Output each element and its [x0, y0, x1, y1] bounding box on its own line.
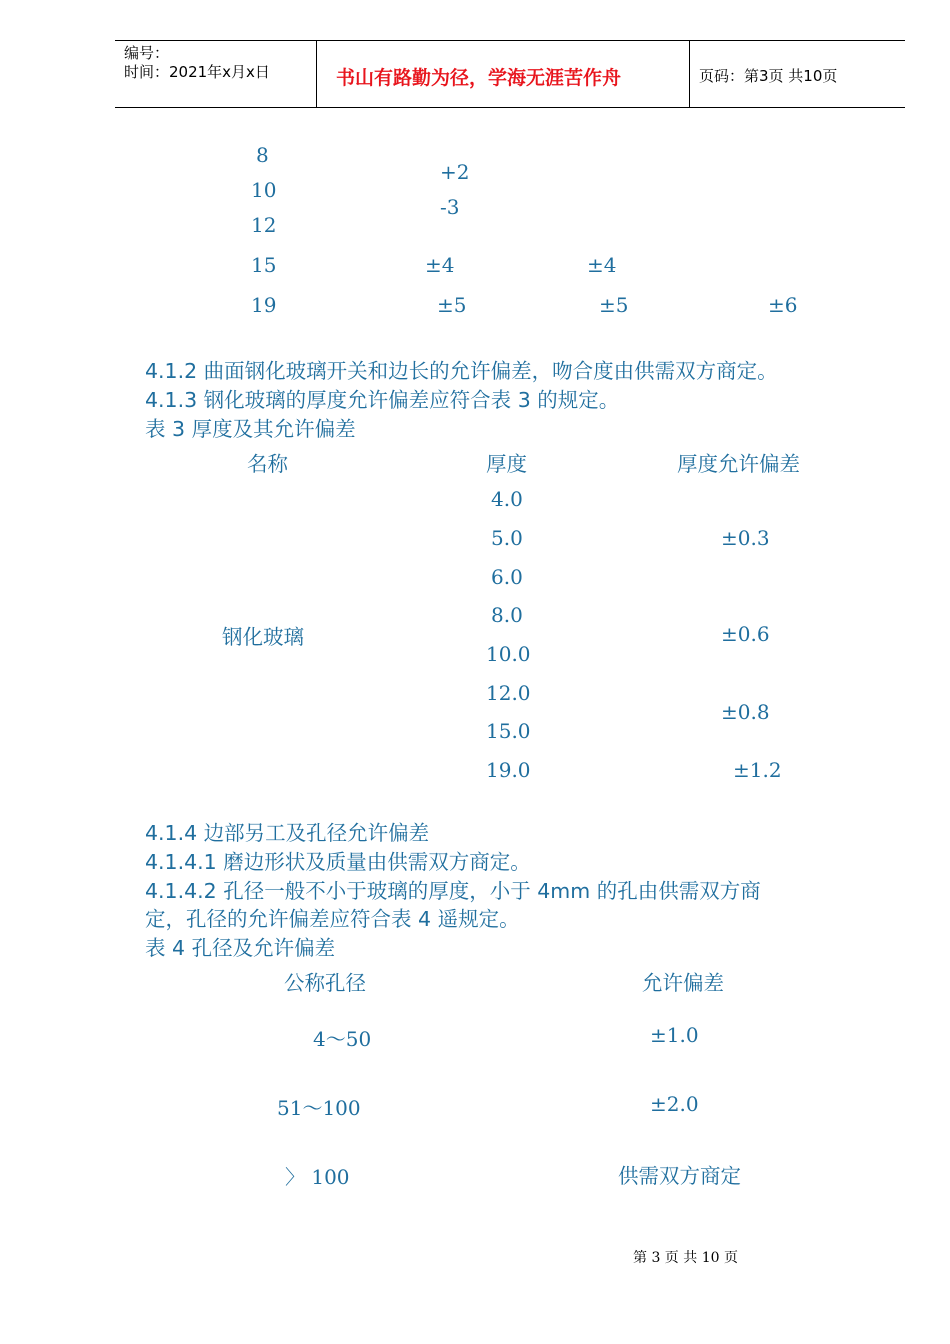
table-3-thickness: 10.0	[486, 642, 531, 666]
table-3-tolerance: ±0.3	[721, 526, 770, 550]
tolerance-minus: -3	[440, 195, 460, 219]
header-motto: 书山有路勤为径，学海无涯苦作舟	[336, 67, 622, 89]
table-4-header-tolerance: 允许偏差	[642, 971, 724, 995]
table-4-title: 表 4 孔径及允许偏差	[145, 936, 336, 960]
thickness-cell: 15	[251, 253, 277, 277]
table-4-header-diameter: 公称孔径	[284, 971, 366, 995]
paragraph-4-1-3: 4.1.3 钢化玻璃的厚度允许偏差应符合表 3 的规定。	[145, 388, 620, 412]
paragraph-4-1-2: 4.1.2 曲面钢化玻璃开关和边长的允许偏差，吻合度由供需双方商定。	[145, 359, 778, 383]
table-4-tolerance: 供需双方商定	[618, 1164, 741, 1188]
table-3-thickness: 8.0	[491, 603, 523, 627]
tolerance-cell: ±5	[599, 293, 629, 317]
table-3-thickness: 12.0	[486, 681, 531, 705]
table-3-title: 表 3 厚度及其允许偏差	[145, 417, 356, 441]
table-4-tolerance: ±2.0	[650, 1092, 699, 1116]
doc-number: 编号：	[124, 44, 170, 62]
table-3-thickness: 6.0	[491, 565, 523, 589]
thickness-cell: 8	[256, 143, 269, 167]
table-4-tolerance: ±1.0	[650, 1023, 699, 1047]
paragraph-4-1-4-1: 4.1.4.1 磨边形状及质量由供需双方商定。	[145, 850, 531, 874]
tolerance-cell: ±4	[587, 253, 617, 277]
table-3-header-thickness: 厚度	[486, 452, 527, 476]
table-3-thickness: 15.0	[486, 719, 531, 743]
doc-date: 时间：2021年x月x日	[124, 63, 270, 81]
tolerance-cell: ±6	[768, 293, 798, 317]
table-3-header-tolerance: 厚度允许偏差	[677, 452, 800, 476]
table-4-diameter: 51～100	[277, 1096, 361, 1120]
table-3-thickness: 19.0	[486, 758, 531, 782]
paragraph-4-1-4-2-line1: 4.1.4.2 孔径一般不小于玻璃的厚度，小于 4mm 的孔由供需双方商	[145, 879, 761, 903]
table-3-header-name: 名称	[247, 452, 288, 476]
page-info: 页码：第3页 共10页	[699, 67, 838, 85]
table-3-thickness: 5.0	[491, 526, 523, 550]
table-4-diameter: 〉 100	[285, 1165, 350, 1189]
header-top-rule	[115, 40, 905, 41]
thickness-cell: 12	[251, 213, 277, 237]
tolerance-cell: ±4	[425, 253, 455, 277]
table-3-tolerance: ±0.8	[721, 700, 770, 724]
tolerance-plus: +2	[440, 160, 470, 184]
table-3-product-name: 钢化玻璃	[222, 625, 304, 649]
table-3-tolerance: ±0.6	[721, 622, 770, 646]
thickness-cell: 10	[251, 178, 277, 202]
paragraph-4-1-4: 4.1.4 边部另工及孔径允许偏差	[145, 821, 430, 845]
table-3-tolerance: ±1.2	[733, 758, 782, 782]
table-3-thickness: 4.0	[491, 487, 523, 511]
header-divider-left	[316, 40, 317, 107]
paragraph-4-1-4-2-line2: 定，孔径的允许偏差应符合表 4 遥规定。	[145, 907, 520, 931]
header-bottom-rule	[115, 107, 905, 108]
header-divider-right	[689, 40, 690, 107]
page-footer: 第 3 页 共 10 页	[633, 1250, 738, 1266]
tolerance-cell: ±5	[437, 293, 467, 317]
table-4-diameter: 4～50	[313, 1027, 372, 1051]
thickness-cell: 19	[251, 293, 277, 317]
